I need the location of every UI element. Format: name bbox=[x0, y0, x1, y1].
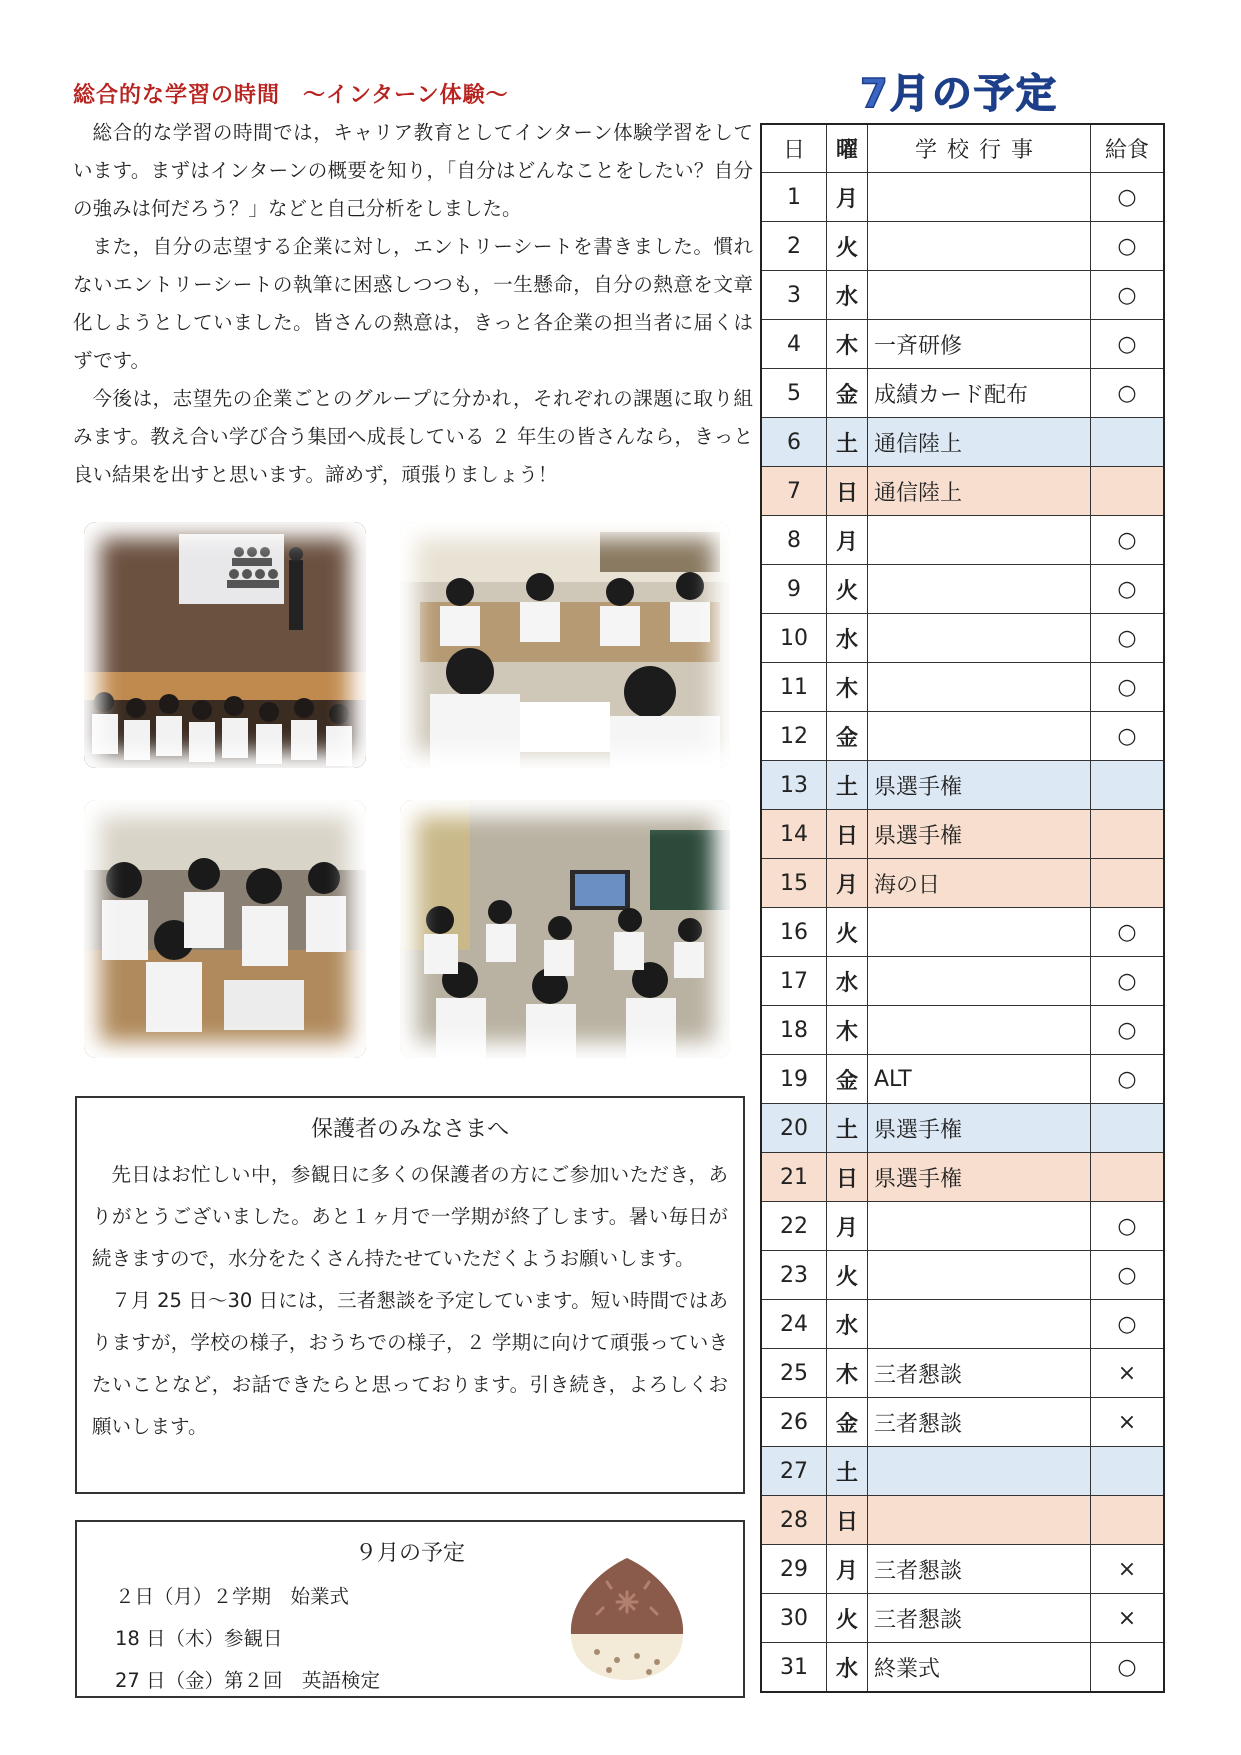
weekday-cell: 火 bbox=[827, 1251, 868, 1300]
schedule-row bbox=[761, 1496, 1164, 1545]
day-cell: 7 bbox=[761, 467, 827, 516]
day-cell: 25 bbox=[761, 1349, 827, 1398]
day-cell: 21 bbox=[761, 1153, 827, 1202]
parents-paragraph: 先日はお忙しい中，参観日に多くの保護者の方にご参加いただき，ありがとうございました。あと１ヶ月で一学期が終了します。暑い毎日が続きますので，水分をたくさん持たせていただくようお願いします。 bbox=[92, 1163, 728, 1270]
weekday-cell: 木 bbox=[827, 1349, 868, 1398]
lunch-cell: ○ bbox=[1091, 1202, 1165, 1251]
lunch-cell: ○ bbox=[1091, 222, 1165, 271]
weekday-cell: 木 bbox=[827, 663, 868, 712]
weekday-cell: 水 bbox=[827, 1300, 868, 1349]
article-title: 総合的な学習の時間 ～インターン体験～ bbox=[73, 83, 509, 108]
schedule-row bbox=[761, 1251, 1164, 1300]
day-cell: 30 bbox=[761, 1594, 827, 1643]
lunch-cell: ○ bbox=[1091, 1643, 1165, 1693]
lunch-cell bbox=[1091, 418, 1165, 467]
weekday-cell: 金 bbox=[827, 712, 868, 761]
weekday-cell: 月 bbox=[827, 859, 868, 908]
day-cell: 29 bbox=[761, 1545, 827, 1594]
schedule-row bbox=[761, 1153, 1164, 1202]
day-cell: 12 bbox=[761, 712, 827, 761]
photo-students-writing bbox=[400, 522, 730, 768]
day-cell: 28 bbox=[761, 1496, 827, 1545]
weekday-cell: 月 bbox=[827, 516, 868, 565]
july-schedule-table bbox=[760, 123, 1165, 1693]
schedule-row bbox=[761, 1349, 1164, 1398]
lunch-cell bbox=[1091, 859, 1165, 908]
schedule-row bbox=[761, 1104, 1164, 1153]
schedule-row bbox=[761, 957, 1164, 1006]
event-cell bbox=[868, 271, 1091, 320]
day-cell: 26 bbox=[761, 1398, 827, 1447]
weekday-cell: 土 bbox=[827, 1447, 868, 1496]
lunch-cell bbox=[1091, 761, 1165, 810]
schedule-title: 7月の予定 bbox=[860, 71, 1058, 117]
lunch-cell: ○ bbox=[1091, 614, 1165, 663]
weekday-cell: 火 bbox=[827, 565, 868, 614]
schedule-row bbox=[761, 1643, 1164, 1693]
lunch-cell: ○ bbox=[1091, 908, 1165, 957]
schedule-row bbox=[761, 1594, 1164, 1643]
event-cell bbox=[868, 1251, 1091, 1300]
schedule-row bbox=[761, 173, 1164, 222]
weekday-cell: 火 bbox=[827, 908, 868, 957]
lunch-cell: × bbox=[1091, 1398, 1165, 1447]
lunch-cell: ○ bbox=[1091, 1251, 1165, 1300]
lunch-cell bbox=[1091, 467, 1165, 516]
schedule-row bbox=[761, 712, 1164, 761]
weekday-cell: 日 bbox=[827, 810, 868, 859]
september-item: 27 日（金）第２回 英語検定 bbox=[115, 1669, 381, 1692]
header-day: 日 bbox=[761, 124, 827, 173]
lunch-cell: ○ bbox=[1091, 516, 1165, 565]
chestnut-icon bbox=[557, 1552, 697, 1684]
weekday-cell: 土 bbox=[827, 1104, 868, 1153]
lunch-cell: ○ bbox=[1091, 320, 1165, 369]
day-cell: 1 bbox=[761, 173, 827, 222]
article-body bbox=[73, 114, 753, 494]
weekday-cell: 月 bbox=[827, 1202, 868, 1251]
day-cell: 9 bbox=[761, 565, 827, 614]
lunch-cell: ○ bbox=[1091, 712, 1165, 761]
day-cell: 24 bbox=[761, 1300, 827, 1349]
weekday-cell: 金 bbox=[827, 1398, 868, 1447]
day-cell: 3 bbox=[761, 271, 827, 320]
event-cell bbox=[868, 565, 1091, 614]
photo-lecture-stage bbox=[84, 522, 366, 768]
event-cell bbox=[868, 1300, 1091, 1349]
event-cell: 県選手権 bbox=[868, 1153, 1091, 1202]
event-cell: ALT bbox=[868, 1055, 1091, 1104]
event-cell: 成績カード配布 bbox=[868, 369, 1091, 418]
event-cell: 三者懇談 bbox=[868, 1398, 1091, 1447]
event-cell: 県選手権 bbox=[868, 1104, 1091, 1153]
event-cell: 三者懇談 bbox=[868, 1594, 1091, 1643]
event-cell bbox=[868, 222, 1091, 271]
day-cell: 31 bbox=[761, 1643, 827, 1693]
event-cell bbox=[868, 712, 1091, 761]
day-cell: 5 bbox=[761, 369, 827, 418]
lunch-cell: ○ bbox=[1091, 1300, 1165, 1349]
lunch-cell bbox=[1091, 1104, 1165, 1153]
event-cell: 三者懇談 bbox=[868, 1349, 1091, 1398]
september-item: 18 日（木）参観日 bbox=[115, 1627, 283, 1650]
event-cell: 通信陸上 bbox=[868, 418, 1091, 467]
day-cell: 18 bbox=[761, 1006, 827, 1055]
schedule-row bbox=[761, 271, 1164, 320]
lunch-cell: × bbox=[1091, 1349, 1165, 1398]
schedule-header-row bbox=[761, 124, 1164, 173]
event-cell bbox=[868, 957, 1091, 1006]
header-weekday: 曜 bbox=[827, 124, 868, 173]
schedule-row bbox=[761, 320, 1164, 369]
parents-paragraph: ７月 25 日～30 日には，三者懇談を予定しています。短い時間ではありますが，学校の様子，おうちでの様子，２ 学期に向けて頑張っていきたいことなど，お話できたらと思っております。引き続き，よろしくお願いします。 bbox=[92, 1289, 728, 1438]
schedule-row bbox=[761, 859, 1164, 908]
weekday-cell: 水 bbox=[827, 271, 868, 320]
day-cell: 13 bbox=[761, 761, 827, 810]
weekday-cell: 日 bbox=[827, 467, 868, 516]
schedule-row bbox=[761, 222, 1164, 271]
september-title: ９月の予定 bbox=[354, 1541, 465, 1566]
schedule-row bbox=[761, 1202, 1164, 1251]
lunch-cell: ○ bbox=[1091, 957, 1165, 1006]
schedule-row bbox=[761, 1447, 1164, 1496]
lunch-cell bbox=[1091, 810, 1165, 859]
weekday-cell: 木 bbox=[827, 1006, 868, 1055]
weekday-cell: 水 bbox=[827, 614, 868, 663]
event-cell bbox=[868, 1447, 1091, 1496]
september-schedule-box bbox=[75, 1520, 745, 1698]
lunch-cell: ○ bbox=[1091, 369, 1165, 418]
weekday-cell: 日 bbox=[827, 1153, 868, 1202]
schedule-row bbox=[761, 1055, 1164, 1104]
lunch-cell: ○ bbox=[1091, 1055, 1165, 1104]
day-cell: 19 bbox=[761, 1055, 827, 1104]
weekday-cell: 土 bbox=[827, 761, 868, 810]
event-cell bbox=[868, 1202, 1091, 1251]
schedule-row bbox=[761, 908, 1164, 957]
day-cell: 27 bbox=[761, 1447, 827, 1496]
schedule-row bbox=[761, 1545, 1164, 1594]
event-cell bbox=[868, 614, 1091, 663]
schedule-row bbox=[761, 761, 1164, 810]
day-cell: 23 bbox=[761, 1251, 827, 1300]
event-cell bbox=[868, 663, 1091, 712]
schedule-row bbox=[761, 1398, 1164, 1447]
event-cell: 一斉研修 bbox=[868, 320, 1091, 369]
day-cell: 22 bbox=[761, 1202, 827, 1251]
weekday-cell: 火 bbox=[827, 1594, 868, 1643]
day-cell: 14 bbox=[761, 810, 827, 859]
article-paragraph: 総合的な学習の時間では，キャリア教育としてインターン体験学習をしています。まずはインターンの概要を知り，「自分はどんなことをしたい？自分の強みは何だろう？」などと自己分析をしました。 bbox=[73, 121, 753, 220]
schedule-row bbox=[761, 663, 1164, 712]
lunch-cell: ○ bbox=[1091, 565, 1165, 614]
schedule-row bbox=[761, 467, 1164, 516]
schedule-row bbox=[761, 516, 1164, 565]
article-paragraph: また，自分の志望する企業に対し，エントリーシートを書きました。慣れないエントリーシートの執筆に困惑しつつも，一生懸命，自分の熱意を文章化しようとしていました。皆さんの熱意は，きっと各企業の担当者に届くはずです。 bbox=[73, 235, 753, 372]
schedule-row bbox=[761, 369, 1164, 418]
weekday-cell: 木 bbox=[827, 320, 868, 369]
event-cell: 通信陸上 bbox=[868, 467, 1091, 516]
day-cell: 8 bbox=[761, 516, 827, 565]
day-cell: 6 bbox=[761, 418, 827, 467]
weekday-cell: 土 bbox=[827, 418, 868, 467]
lunch-cell: ○ bbox=[1091, 271, 1165, 320]
header-event: 学校行事 bbox=[868, 124, 1091, 173]
parents-notice-body bbox=[92, 1154, 728, 1448]
photo-group-discussion bbox=[84, 800, 366, 1058]
event-cell bbox=[868, 1496, 1091, 1545]
day-cell: 16 bbox=[761, 908, 827, 957]
event-cell: 県選手権 bbox=[868, 810, 1091, 859]
weekday-cell: 水 bbox=[827, 957, 868, 1006]
schedule-row bbox=[761, 614, 1164, 663]
lunch-cell bbox=[1091, 1496, 1165, 1545]
day-cell: 15 bbox=[761, 859, 827, 908]
day-cell: 17 bbox=[761, 957, 827, 1006]
parents-notice-box bbox=[75, 1096, 745, 1494]
day-cell: 4 bbox=[761, 320, 827, 369]
schedule-row bbox=[761, 1300, 1164, 1349]
photo-classroom-screen bbox=[400, 800, 730, 1058]
lunch-cell: × bbox=[1091, 1594, 1165, 1643]
weekday-cell: 金 bbox=[827, 369, 868, 418]
lunch-cell bbox=[1091, 1447, 1165, 1496]
event-cell bbox=[868, 1006, 1091, 1055]
lunch-cell: × bbox=[1091, 1545, 1165, 1594]
weekday-cell: 火 bbox=[827, 222, 868, 271]
weekday-cell: 水 bbox=[827, 1643, 868, 1693]
event-cell: 県選手権 bbox=[868, 761, 1091, 810]
weekday-cell: 金 bbox=[827, 1055, 868, 1104]
weekday-cell: 月 bbox=[827, 173, 868, 222]
event-cell bbox=[868, 173, 1091, 222]
header-lunch: 給食 bbox=[1091, 124, 1165, 173]
lunch-cell: ○ bbox=[1091, 1006, 1165, 1055]
parents-notice-title: 保護者のみなさまへ bbox=[310, 1117, 509, 1142]
event-cell: 終業式 bbox=[868, 1643, 1091, 1693]
day-cell: 11 bbox=[761, 663, 827, 712]
day-cell: 20 bbox=[761, 1104, 827, 1153]
day-cell: 2 bbox=[761, 222, 827, 271]
weekday-cell: 月 bbox=[827, 1545, 868, 1594]
schedule-row bbox=[761, 1006, 1164, 1055]
schedule-row bbox=[761, 810, 1164, 859]
schedule-row bbox=[761, 418, 1164, 467]
schedule-row bbox=[761, 565, 1164, 614]
event-cell: 海の日 bbox=[868, 859, 1091, 908]
day-cell: 10 bbox=[761, 614, 827, 663]
event-cell: 三者懇談 bbox=[868, 1545, 1091, 1594]
event-cell bbox=[868, 516, 1091, 565]
event-cell bbox=[868, 908, 1091, 957]
lunch-cell bbox=[1091, 1153, 1165, 1202]
lunch-cell: ○ bbox=[1091, 663, 1165, 712]
september-list bbox=[115, 1576, 380, 1702]
article-paragraph: 今後は，志望先の企業ごとのグループに分かれ，それぞれの課題に取り組みます。教え合い学び合う集団へ成長している ２ 年生の皆さんなら，きっと良い結果を出すと思います。諦めず，頑張りましょう！ bbox=[73, 387, 753, 486]
september-item: ２日（月）２学期 始業式 bbox=[115, 1585, 350, 1608]
lunch-cell: ○ bbox=[1091, 173, 1165, 222]
weekday-cell: 日 bbox=[827, 1496, 868, 1545]
